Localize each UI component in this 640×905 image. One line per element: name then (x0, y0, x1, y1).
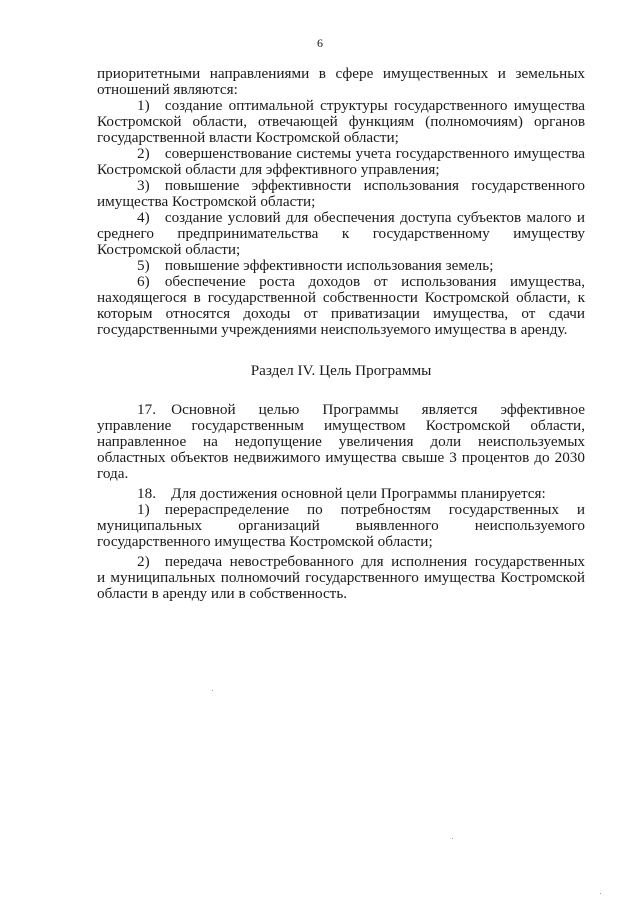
text-line: среднего предпринимательства к государственному имуществу (97, 225, 585, 242)
document-body (97, 66, 585, 602)
priority-directions-block (97, 66, 585, 338)
text-line: Костромской области; (97, 241, 241, 258)
scan-speck (452, 838, 453, 839)
scan-speck (600, 893, 601, 894)
section-heading: Раздел IV. Цель Программы (250, 362, 432, 379)
list-item-3-line: 3) повышение эффективности использования государственного (137, 177, 585, 194)
text-line: областных объектов недвижимого имущества свыше 3 процентов до 2030 (97, 449, 585, 466)
text-line: приоритетными направлениями в сфере имущественных и земельных (97, 65, 585, 82)
text-line: государственными учреждениями неиспользуемого имущества в аренду. (97, 321, 568, 338)
goal-item-2-line: 2) передача невостребованного для исполнения государственных (137, 553, 585, 570)
list-item-5-line: 5) повышение эффективности использования земель; (137, 257, 494, 274)
program-goal-block (97, 402, 585, 602)
text-line: имущества Костромской области; (97, 193, 316, 210)
text-line: которым относятся доходы от приватизации имущества, от сдачи (97, 305, 585, 322)
list-item-6-line: 6) обеспечение роста доходов от использования имущества, (137, 273, 585, 290)
text-line: муниципальных организаций выявленного неиспользуемого (97, 517, 585, 534)
text-line: области в аренду или в собственность. (97, 585, 348, 602)
list-item-4-line: 4) создание условий для обеспечения доступа субъектов малого и (137, 209, 585, 226)
text-line: Костромской области, отвечающей функциям (полномочиям) органов (97, 113, 585, 130)
text-line: и муниципальных полномочий государственного имущества Костромской (97, 569, 585, 586)
page-number: 6 (317, 36, 323, 50)
text-line: отношений являются: (97, 81, 238, 98)
text-line: года. (97, 465, 129, 482)
scan-speck (212, 690, 213, 691)
text-line: государственного имущества Костромской области; (97, 533, 433, 550)
paragraph-18-line: 18. Для достижения основной цели Программы планируется: (137, 485, 546, 502)
list-item-2-line: 2) совершенствование системы учета государственного имущества (137, 145, 585, 162)
text-line: Костромской области для эффективного управления; (97, 161, 440, 178)
paragraph-17-line: 17. Основной целью Программы является эффективное (137, 401, 585, 418)
goal-item-1-line: 1) перераспределение по потребностям государственных и (137, 501, 585, 518)
text-line: находящегося в государственной собственности Костромской области, к (97, 289, 585, 306)
text-line: управление государственным имуществом Костромской области, (97, 417, 585, 434)
text-line: государственной власти Костромской области; (97, 129, 399, 146)
list-item-1-line: 1) создание оптимальной структуры государственного имущества (137, 97, 585, 114)
text-line: направленное на недопущение увеличения доли неиспользуемых (97, 433, 585, 450)
